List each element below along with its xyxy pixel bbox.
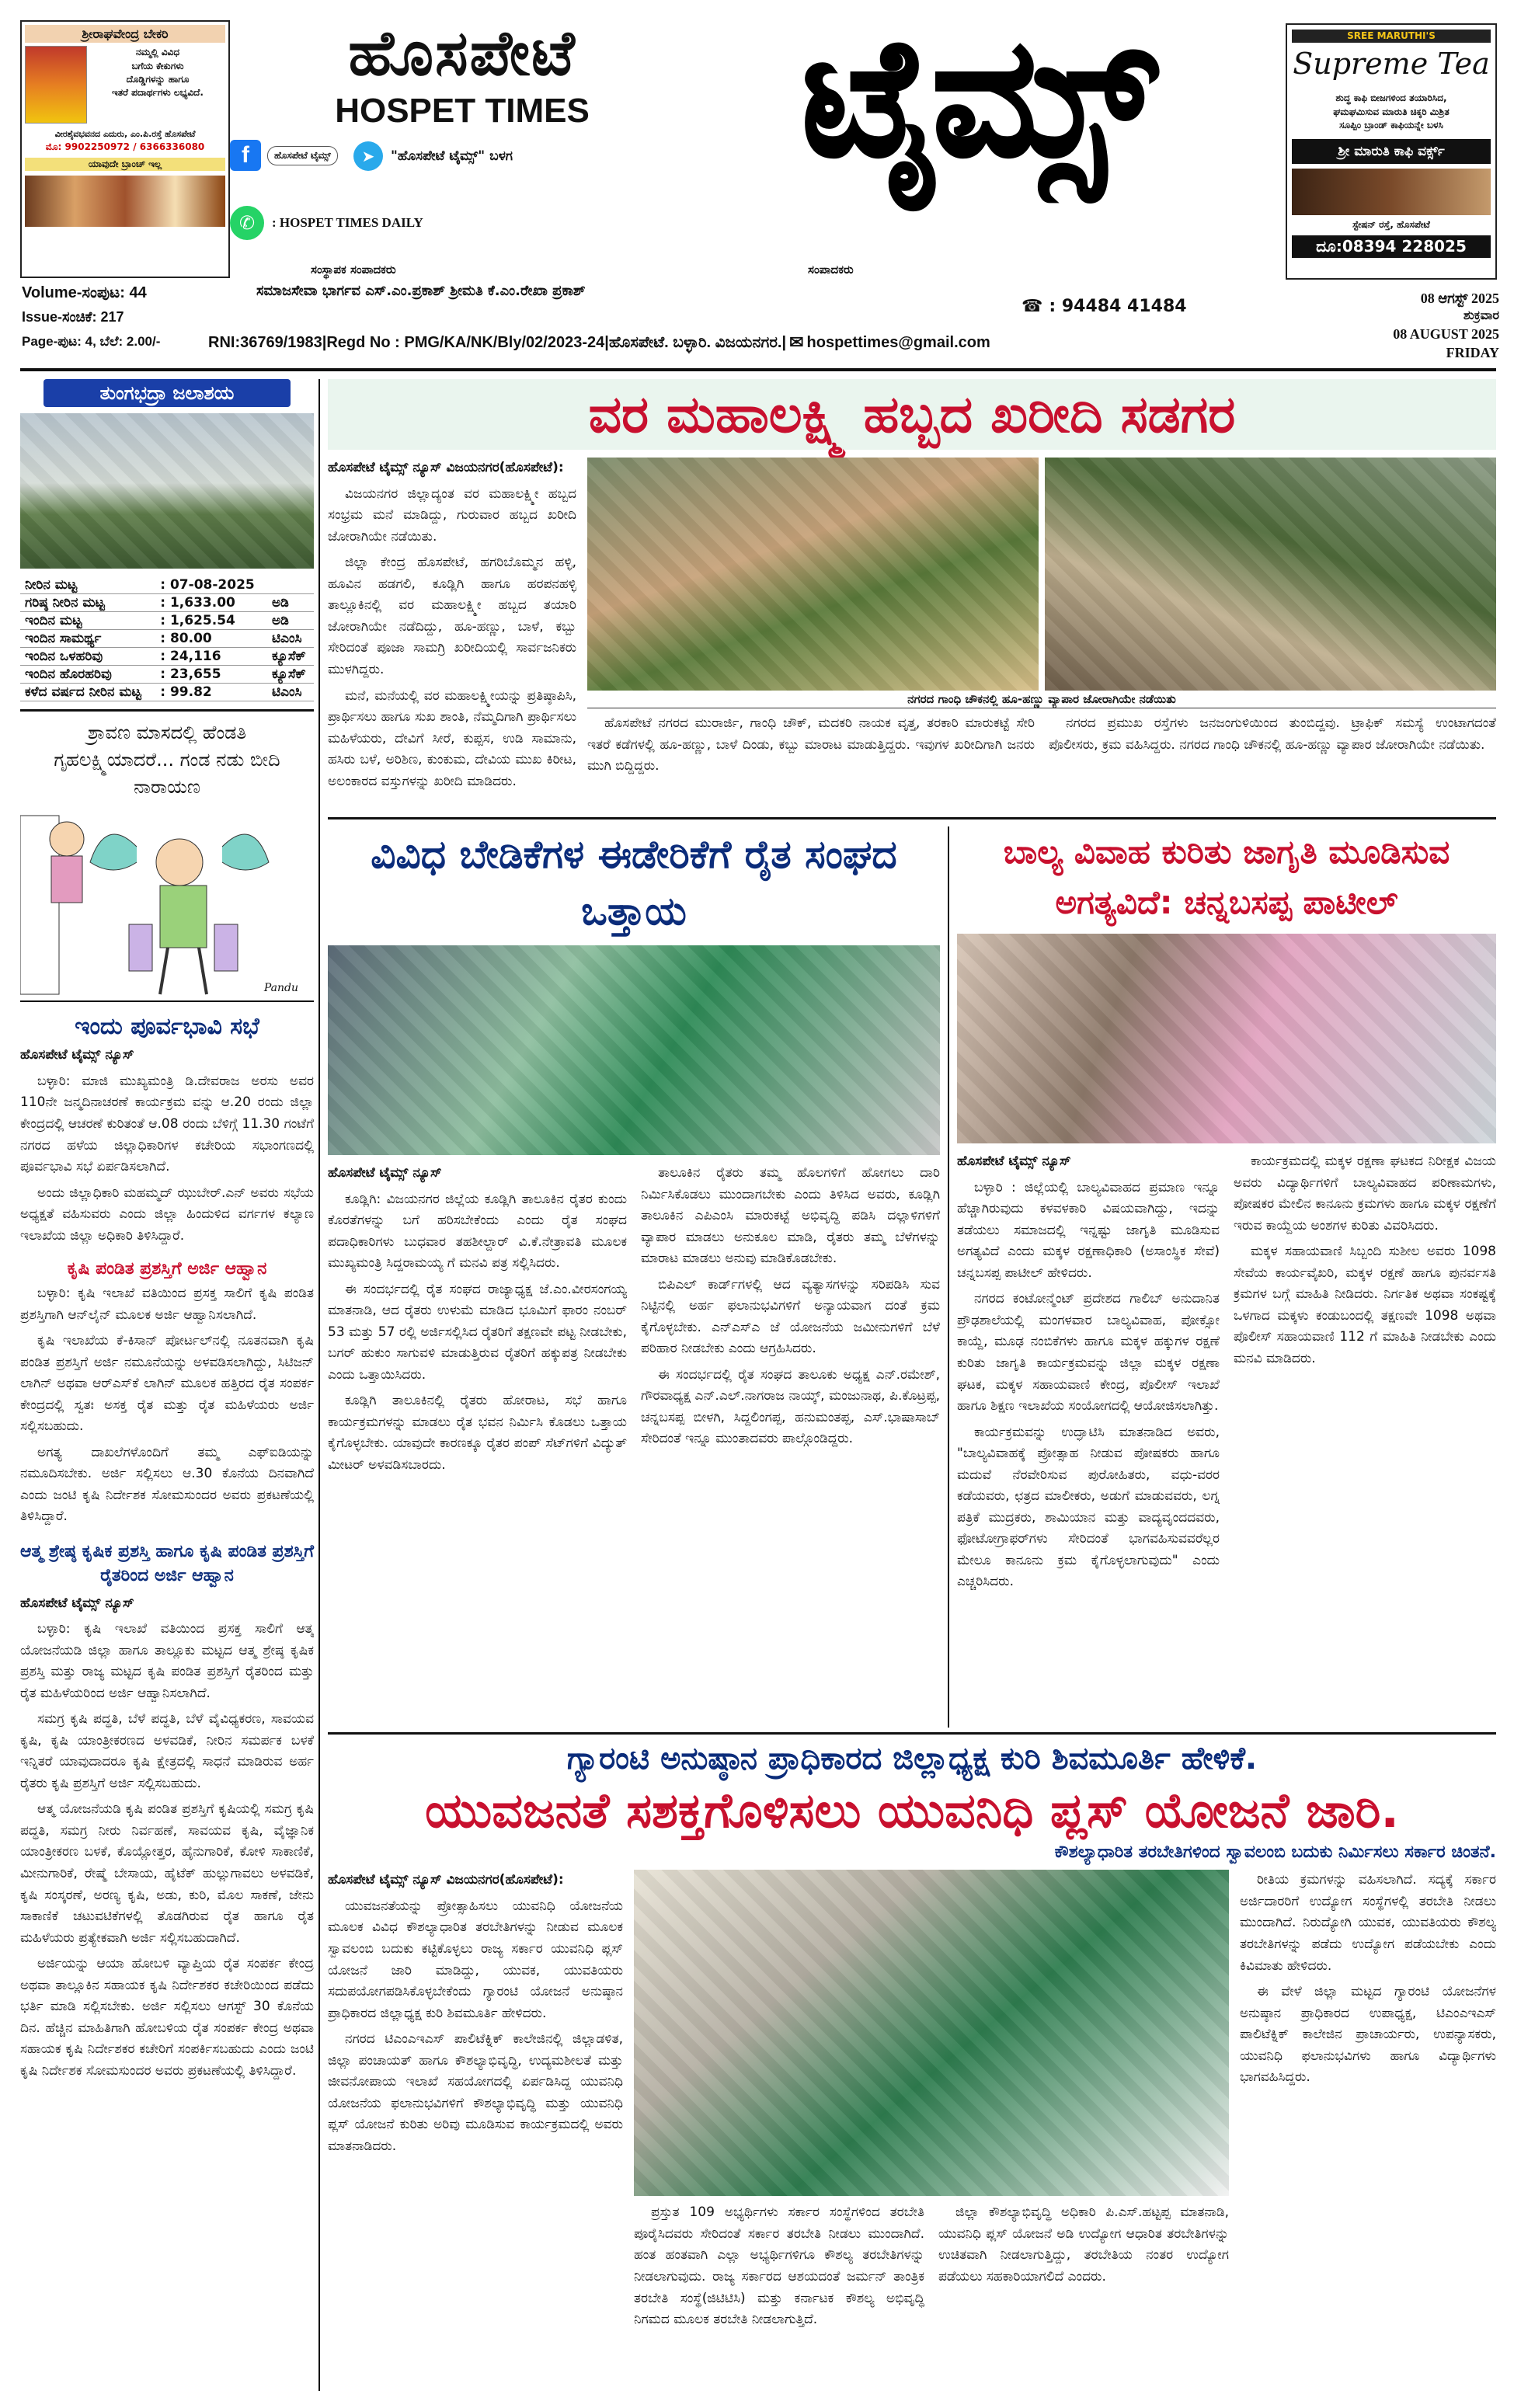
- day-english: FRIDAY: [1446, 345, 1499, 361]
- dam-label: ನೀರಿನ ಮಟ್ಟ: [20, 576, 155, 594]
- story-paragraph: ಅಂದು ಜಿಲ್ಲಾಧಿಕಾರಿ ಮಹಮ್ಮದ್ ಝುಬೇರ್.ಎನ್ ಅವರು ಸಭೆಯ ಅಧ್ಯಕ್ಷತೆ ವಹಿಸುವರು ಎಂದು ಜಿಲ್ಲಾ ಹಿಂದುಳಿದ ವರ್ಗಗಳ ಕಲ್ಯಾಣ ಇಲಾಖೆಯ ಜಿಲ್ಲಾ ಅಧಿಕಾರಿ ತಿಳಿಸಿದ್ದಾರೆ.: [20, 1185, 314, 1244]
- tea-address: ಸ್ಟೇಷನ್ ರಸ್ತೆ, ಹೊಸಪೇಟೆ: [1352, 219, 1430, 231]
- story-atma-headline: ಆತ್ಮ ಶ್ರೇಷ್ಠ ಕೃಷಿಕ ಪ್ರಶಸ್ತಿ ಹಾಗೂ ಕೃಷಿ ಪಂಡಿತ ಪ್ರಶಸ್ತಿಗೆ ರೈತರಿಂದ ಅರ್ಜಿ ಆಹ್ವಾನ: [20, 1542, 314, 1585]
- story-paragraph: ನಗರದ ಕಂಟೋನ್ಮೆಂಟ್ ಪ್ರದೇಶದ ಗಾಲಿಬ್ ಅನುದಾನಿತ ಪ್ರೌಢಶಾಲೆಯಲ್ಲಿ ಮಂಗಳವಾರ ಬಾಲ್ಯವಿವಾಹ, ಪೋಕ್ಸೋ ಕಾಯ್ದೆ, ಮೂಢ ನಂಬಿಕೆಗಳು ಹಾಗೂ ಮಕ್ಕಳ ಹಕ್ಕುಗಳ ರಕ್ಷಣೆ ಕುರಿತು ಜಾಗೃತಿ ಕಾರ್ಯಕ್ರಮವನ್ನು ಜಿಲ್ಲಾ ಮಕ್ಕಳ ರಕ್ಷಣಾ ಘಟಕ, ಮಕ್ಕಳ ಸಹಾಯವಾಣಿ ಕೇಂದ್ರ, ಪೊಲೀಸ್ ಇಲಾಖೆ ಹಾಗೂ ಶಿಕ್ಷಣ ಇಲಾಖೆಯ ಸಂಯೋಗದಲ್ಲಿ ಆಯೋಜಿಸಲಾಗಿತ್ತು.: [957, 1291, 1220, 1415]
- story-paragraph: ಈ ಸಂದರ್ಭದಲ್ಲಿ ರೈತ ಸಂಘದ ರಾಜ್ಯಾಧ್ಯಕ್ಷ ಜೆ.ಎಂ.ವೀರಸಂಗಯ್ಯ ಮಾತನಾಡಿ, ಆದ ರೈತರು ಉಳುಮೆ ಮಾಡಿದ ಭೂಮಿಗೆ ಫಾರಂ ನಂಬರ್ 53 ಮತ್ತು 57 ರಲ್ಲಿ ಅರ್ಜಿಸಲ್ಲಿಸಿದ ರೈತರಿಗೆ ತಕ್ಷಣವೇ ಪಟ್ಟ ನೀಡಬೇಕು, ಬಗರ್ ಹುಕುಂ ಸಾಗುವಳಿ ಮಾಡುತ್ತಿರುವ ರೈತರಿಗೆ ಹಕ್ಕುಪತ್ರ ನೀಡಬೇಕು ಎಂದು ಒತ್ತಾಯಿಸಿದರು.: [328, 1281, 627, 1383]
- dam-unit: ಟಿಎಂಸಿ: [267, 684, 314, 701]
- dam-row: [20, 666, 314, 684]
- market-photo-left: [587, 458, 1039, 691]
- dam-label: ಇಂದಿನ ಒಳಹರಿವು: [20, 648, 155, 666]
- story-paragraph: ನಗರದ ಟಿಎಂಎಇಎಸ್ ಪಾಲಿಟೆಕ್ನಿಕ್ ಕಾಲೇಜಿನಲ್ಲಿ ಜಿಲ್ಲಾಡಳಿತ, ಜಿಲ್ಲಾ ಪಂಚಾಯತ್ ಹಾಗೂ ಕೌಶಲ್ಯಾಭಿವೃದ್ಧಿ, ಉದ್ಯಮಶೀಲತೆ ಮತ್ತು ಜೀವನೋಪಾಯ ಇಲಾಖೆ ಸಹಯೋಗದಲ್ಲಿ ಏರ್ಪಡಿಸಿದ್ದ ಯುವನಿಧಿ ಯೋಜನೆಯ ಫಲಾನುಭವಿಗಳಿಗೆ ಕೌಶಲ್ಯಾಭಿವೃದ್ಧಿ ಮತ್ತು ಯುವನಿಧಿ ಪ್ಲಸ್ ಯೋಜನೆ ಕುರಿತು ಅರಿವು ಮೂಡಿಸುವ ಕಾರ್ಯಕ್ರಮದಲ್ಲಿ ಅವರು ಮಾತನಾಡಿದರು.: [328, 2031, 623, 2154]
- deity-image: [25, 46, 87, 124]
- dam-photo: [20, 413, 314, 569]
- facebook-icon: f: [230, 140, 261, 171]
- childmarriage-headline: ಬಾಲ್ಯ ವಿವಾಹ ಕುರಿತು ಜಾಗೃತಿ ಮೂಡಿಸುವ ಅಗತ್ಯವಿದೆ: ಚನ್ನಬಸಪ್ಪ ಪಾಟೀಲ್: [1003, 833, 1450, 922]
- cake-image: [25, 176, 225, 227]
- childmarriage-photo: [957, 934, 1496, 1143]
- phone-line: [1022, 297, 1187, 316]
- lead-headline: ವರ ಮಹಾಲಕ್ಷ್ಮಿ ಹಬ್ಬದ ಖರೀದಿ ಸಡಗರ: [328, 379, 1496, 450]
- story-paragraph: ಜಿಲ್ಲಾ ಕೌಶಲ್ಯಾಭಿವೃದ್ಧಿ ಅಧಿಕಾರಿ ಪಿ.ಎಸ್.ಹಟ್ಟಪ್ಪ ಮಾತನಾಡಿ, ಯುವನಿಧಿ ಪ್ಲಸ್ ಯೋಜನೆ ಅಡಿ ಉದ್ಯೋಗ ಆಧಾರಿತ ತರಬೇತಿಗಳನ್ನು ಉಚಿತವಾಗಿ ನೀಡಲಾಗುತ್ತಿದ್ದು, ತರಬೇತಿಯ ನಂತರ ಉದ್ಯೋಗ ಪಡೆಯಲು ಸಹಕಾರಿಯಾಗಲಿದೆ ಎಂದರು.: [938, 2204, 1229, 2284]
- tea-brand: Supreme Tea: [1293, 47, 1490, 82]
- dam-value: : 99.82: [155, 684, 267, 701]
- story-paragraph: ಯುವಜನತೆಯನ್ನು ಪ್ರೋತ್ಸಾಹಿಸಲು ಯುವನಿಧಿ ಯೋಜನೆಯ ಮೂಲಕ ವಿವಿಧ ಕೌಶಲ್ಯಾಧಾರಿತ ತರಬೇತಿಗಳನ್ನು ನೀಡುವ ಮೂಲಕ ಸ್ವಾವಲಂಬಿ ಬದುಕು ಕಟ್ಟಿಕೊಳ್ಳಲು ರಾಜ್ಯ ಸರ್ಕಾರ ಯುವನಿಧಿ ಪ್ಲಸ್ ಯೋಜನೆ ಜಾರಿ ಮಾಡಿದ್ದು, ಯುವಕ, ಯುವತಿಯರು ಸದುಪಯೋಗಪಡಿಸಿಕೊಳ್ಳಬೇಕೆಂದು ಗ್ಯಾರಂಟಿ ಯೋಜನೆ ಅನುಷ್ಠಾನ ಪ್ರಾಧಿಕಾರದ ಜಿಲ್ಲಾಧ್ಯಕ್ಷ ಕುರಿ ಶಿವಮೂರ್ತಿ ಹೇಳಿದರು.: [328, 1898, 623, 2021]
- yuvanidhi-headline: ಯುವಜನತೆ ಸಶಕ್ತಗೊಳಿಸಲು ಯುವನಿಧಿ ಪ್ಲಸ್ ಯೋಜನೆ ಜಾರಿ.: [425, 1782, 1399, 1839]
- dam-value: : 80.00: [155, 630, 267, 648]
- reg-text: RNI:36769/1983|Regd No : PMG/KA/NK/Bly/02/2023-24|ಹೊಸಪೇಟೆ. ಬಳ್ಳಾರಿ. ವಿಜಯನಗರ.|: [208, 333, 787, 351]
- tea-image: [1292, 169, 1491, 215]
- telegram-icon: ➤: [353, 141, 383, 171]
- bakery-line: ನಮ್ಮಲ್ಲಿ ವಿವಿಧ: [135, 47, 180, 58]
- whatsapp-label: : HOSPET TIMES DAILY: [272, 215, 423, 230]
- editor-role-left: ಸಂಸ್ಥಾಪಕ ಸಂಪಾದಕರು: [311, 263, 396, 277]
- story-paragraph: ಜಿಲ್ಲಾ ಕೇಂದ್ರ ಹೊಸಪೇಟೆ, ಹಗರಿಬೊಮ್ಮನ ಹಳ್ಳಿ, ಹೂವಿನ ಹಡಗಲಿ, ಕೂಡ್ಲಿಗಿ ಹಾಗೂ ಹರಪನಹಳ್ಳಿ ತಾಲ್ಲೂಕಿನಲ್ಲಿ ವರ ಮಹಾಲಕ್ಷ್ಮೀ ಹಬ್ಬದ ತಯಾರಿ ಜೋರಾಗಿಯೇ ನಡೆದಿದ್ದು, ಹೂ-ಹಣ್ಣು, ಬಾಳೆ, ಕಬ್ಬು ಸೇರಿದಂತೆ ಪೂಜಾ ಸಾಮಗ್ರಿ ಖರೀದಿಯಲ್ಲಿ ಸಾರ್ವಜನಿಕರು ಮುಳಗಿದ್ದರು.: [328, 555, 576, 677]
- lead-rule: [328, 817, 1496, 819]
- story-paragraph: ಅರ್ಜಿಯನ್ನು ಆಯಾ ಹೋಬಳಿ ವ್ಯಾಪ್ತಿಯ ರೈತ ಸಂಪರ್ಕ ಕೇಂದ್ರ ಅಥವಾ ತಾಲ್ಲೂಕಿನ ಸಹಾಯಕ ಕೃಷಿ ನಿರ್ದೇಶಕರ ಕಚೇರಿಯಿಂದ ಪಡೆದು ಭರ್ತಿ ಮಾಡಿ ಸಲ್ಲಿಸಬೇಕು. ಅರ್ಜಿ ಸಲ್ಲಿಸಲು ಆಗಸ್ಟ್ 30 ಕೊನೆಯ ದಿನ. ಹೆಚ್ಚಿನ ಮಾಹಿತಿಗಾಗಿ ಹೋಬಳಿಯ ರೈತ ಸಂಪರ್ಕ ಕೇಂದ್ರ ಅಥವಾ ಸಹಾಯಕ ಕೃಷಿ ನಿರ್ದೇಶಕರ ಕಚೇರಿಗೆ ಸಂಪರ್ಕಿಸಬಹುದು ಎಂದು ಜಂಟಿ ಕೃಷಿ ನಿರ್ದೇಶಕ ಸೋಮಸುಂದರ ಅವರು ಪ್ರಕಟಣೆಯಲ್ಲಿ ತಿಳಿಸಿದ್ದಾರೆ.: [20, 1956, 314, 2079]
- story-paragraph: ಬಳ್ಳಾರಿ: ಮಾಜಿ ಮುಖ್ಯಮಂತ್ರಿ ಡಿ.ದೇವರಾಜ ಅರಸು ಅವರ 110ನೇ ಜನ್ಮದಿನಾಚರಣೆ ಕಾರ್ಯಕ್ರಮ ವನ್ನು ಆ.20 ರಂದು ಜಿಲ್ಲಾ ಕೇಂದ್ರದಲ್ಲಿ ಆಚರಣೆ ಕುರಿತಂತೆ ಆ.08 ರಂದು ಬೆಳಿಗ್ಗೆ 11.30 ಗಂಟೆಗೆ ನಗರದ ಹಳೆಯ ಜಿಲ್ಲಾಧಿಕಾರಿಗಳ ಕಚೇರಿಯ ಸಭಾಂಗಣದಲ್ಲಿ ಪೂರ್ವಭಾವಿ ಸಭೆ ಏರ್ಪಡಿಸಲಾಗಿದೆ.: [20, 1073, 314, 1175]
- farmers-story: [328, 826, 940, 1728]
- tea-phone: ದೂ:08394 228025: [1292, 235, 1491, 258]
- pages: Page-ಪುಟ: 4, ಬೆಲೆ: 2.00/-: [22, 334, 161, 349]
- bakery-line: ದೊಡ್ಡಿಗಳನ್ನು ಹಾಗೂ: [126, 73, 190, 85]
- editor-role-right: ಸಂಪಾದಕರು: [808, 263, 854, 277]
- story-paragraph: ಬಳ್ಳಾರಿ : ಜಿಲ್ಲೆಯಲ್ಲಿ ಬಾಲ್ಯವಿವಾಹದ ಪ್ರಮಾಣ ಇನ್ನೂ ಹೆಚ್ಚಾಗಿರುವುದು ಕಳವಳಕಾರಿ ವಿಷಯವಾಗಿದ್ದು, ಇದನ್ನು ತಡೆಯಲು ಸಮಾಜದಲ್ಲಿ ಇನ್ನಷ್ಟು ಜಾಗೃತಿ ಮೂಡಿಸುವ ಅಗತ್ಯವಿದೆ ಎಂದು ಮಕ್ಕಳ ರಕ್ಷಣಾಧಿಕಾರಿ (ಅಸಾಂಸ್ಥಿಕ ಸೇವೆ) ಚನ್ನಬಸಪ್ಪ ಪಾಟೀಲ್ ಹೇಳಿದರು.: [957, 1179, 1220, 1281]
- dam-label: ಗರಿಷ್ಠ ನೀರಿನ ಮಟ್ಟ: [20, 594, 155, 612]
- tea-shop: ಶ್ರೀ ಮಾರುತಿ ಕಾಫಿ ವರ್ಕ್ಸ್: [1292, 139, 1491, 165]
- yuvanidhi-kicker: ಗ್ಯಾರಂಟಿ ಅನುಷ್ಠಾನ ಪ್ರಾಧಿಕಾರದ ಜಿಲ್ಲಾಧ್ಯಕ್ಷ ಕುರಿ ಶಿವಮೂರ್ತಿ ಹೇಳಿಕೆ.: [566, 1741, 1258, 1776]
- story-paragraph: ಬಳ್ಳಾರಿ: ಕೃಷಿ ಇಲಾಖೆ ವತಿಯಿಂದ ಪ್ರಸಕ್ತ ಸಾಲಿಗೆ ಆತ್ಮ ಯೋಜನೆಯಡಿ ಜಿಲ್ಲಾ ಹಾಗೂ ತಾಲ್ಲೂಕು ಮಟ್ಟದ ಆತ್ಮ ಶ್ರೇಷ್ಠ ಕೃಷಿಕ ಪ್ರಶಸ್ತಿ ಮತ್ತು ರಾಜ್ಯ ಮಟ್ಟದ ಕೃಷಿ ಪಂಡಿತ ಪ್ರಶಸ್ತಿಗೆ ರೈತರಿಂದ ಮತ್ತು ರೈತ ಮಹಿಳೆಯರಿಂದ ಅರ್ಜಿ ಆಹ್ವಾನಿಸಲಾಗಿದೆ.: [20, 1621, 314, 1701]
- whatsapp-icon: ✆: [230, 206, 264, 240]
- date-english: 08 AUGUST 2025: [1393, 325, 1499, 342]
- mid-rule: [328, 1732, 1496, 1735]
- story-byline: ಹೊಸಪೇಟೆ ಟೈಮ್ಸ್ ನ್ಯೂಸ್: [20, 1047, 134, 1063]
- story-paragraph: ಕೂಡ್ಲಿಗಿ: ವಿಜಯನಗರ ಜಿಲ್ಲೆಯ ಕೂಡ್ಲಿಗಿ ತಾಲೂಕಿನ ರೈತರ ಕುಂದು ಕೊರತೆಗಳನ್ನು ಬಗೆ ಹರಿಸಬೇಕೆಂದು ಎಂದು ರೈತ ಸಂಘದ ಪದಾಧಿಕಾರಿಗಳು ಬುಧವಾರ ತಹಶೀಲ್ದಾರ್ ವಿ.ಕೆ.ನೇತ್ರಾವತಿ ಮೂಲಕ ಮುಖ್ಯಮಂತ್ರಿ ಸಿದ್ದರಾಮಯ್ಯ ಗೆ ಮನವಿ ಪತ್ರ ಸಲ್ಲಿಸಿದರು.: [328, 1191, 627, 1272]
- dam-row: [20, 630, 314, 648]
- market-photo-right: [1045, 458, 1496, 691]
- tea-line: ಘಮಘಮಿಸುವ ಮಾರುತಿ ಚಿಕ್ಕರಿ ಮಿಶ್ರಿತ: [1333, 106, 1450, 117]
- story-paragraph: ಬಳ್ಳಾರಿ: ಕೃಷಿ ಇಲಾಖೆ ವತಿಯಿಂದ ಪ್ರಸಕ್ತ ಸಾಲಿಗೆ ಕೃಷಿ ಪಂಡಿತ ಪ್ರಶಸ್ತಿಗಾಗಿ ಆನ್‌ಲೈನ್ ಮೂಲಕ ಅರ್ಜಿ ಆಹ್ವಾನಿಸಲಾಗಿದೆ.: [20, 1286, 314, 1323]
- story-paragraph: ಪ್ರಸ್ತುತ 109 ಅಭ್ಯರ್ಥಿಗಳು ಸರ್ಕಾರ ಸಂಸ್ಥೆಗಳಿಂದ ತರಬೇತಿ ಪೂರೈಸಿದವರು ಸೇರಿದಂತೆ ಸರ್ಕಾರ ತರಬೇತಿ ನೀಡಲು ಮುಂದಾಗಿದೆ. ಹಂತ ಹಂತವಾಗಿ ಎಲ್ಲಾ ಅಭ್ಯರ್ಥಿಗಳಿಗೂ ಕೌಶಲ್ಯ ತರಬೇತಿಗಳನ್ನು ನೀಡಲಾಗುವುದು. ರಾಜ್ಯ ಸರ್ಕಾರದ ಆಶಯದಂತೆ ಜರ್ಮನ್ ತಾಂತ್ರಿಕ ತರಬೇತಿ ಸಂಸ್ಥೆ(ಜಿಟಿಟಿಸಿ) ಮತ್ತು ಕರ್ನಾಟಕ ಕೌಶಲ್ಯ ಅಭಿವೃದ್ಧಿ ನಿಗಮದ ಮೂಲಕ ತರಬೇತಿ ನೀಡಲಾಗುತ್ತಿದೆ.: [634, 2204, 924, 2328]
- dam-value: : 07-08-2025: [155, 576, 267, 594]
- day-kannada: ಶುಕ್ರವಾರ: [1463, 309, 1499, 323]
- mail-icon: ✉: [789, 332, 804, 352]
- yuvanidhi-subhead: ಕೌಶಲ್ಯಾಧಾರಿತ ತರಬೇತಿಗಳಿಂದ ಸ್ವಾವಲಂಬಿ ಬದುಕು ನಿರ್ಮಿಸಲು ಸರ್ಕಾರ ಚಿಂತನೆ.: [1054, 1843, 1496, 1863]
- dam-value: : 23,655: [155, 666, 267, 684]
- issue: Issue-ಸಂಚಿಕೆ: 217: [22, 309, 124, 325]
- dam-value: : 24,116: [155, 648, 267, 666]
- tea-line: ಶುದ್ಧ ಕಾಫಿ ಬೀಜಗಳಿಂದ ತಯಾರಿಸಿದ,: [1335, 92, 1447, 104]
- story-paragraph: ರೀತಿಯ ಕ್ರಮಗಳನ್ನು ವಹಿಸಲಾಗಿದೆ. ಸದ್ಯಕ್ಕೆ ಸರ್ಕಾರ ಅರ್ಜಿದಾರರಿಗೆ ಉದ್ಯೋಗ ಸಂಸ್ಥೆಗಳಲ್ಲಿ ತರಬೇತಿ ನೀಡಲು ಮುಂದಾಗಿದೆ. ನಿರುದ್ಯೋಗಿ ಯುವಕ, ಯುವತಿಯರು ಕೌಶಲ್ಯ ತರಬೇತಿಗಳನ್ನು ಪಡೆದು ಉದ್ಯೋಗ ಪಡೆಯಬೇಕು ಎಂದು ಕಿವಿಮಾತು ಹೇಳಿದರು.: [1240, 1872, 1496, 1974]
- story-paragraph: ಸಮಗ್ರ ಕೃಷಿ ಪದ್ಧತಿ, ಬೆಳೆ ಪದ್ಧತಿ, ಬೆಳೆ ವೈವಿಧ್ಯಕರಣ, ಸಾವಯವ ಕೃಷಿ, ಕೃಷಿ ಯಾಂತ್ರೀಕರಣದ ಅಳವಡಿಕೆ, ನೀರಿನ ಸಮರ್ಪಕ ಬಳಕೆ ಇನ್ನಿತರೆ ಯಾವುದಾದರೂ ಕೃಷಿ ಕ್ಷೇತ್ರದಲ್ಲಿ ಸಾಧನೆ ಮಾಡಿರುವ ಅರ್ಹ ರೈತರು ಕೃಷಿ ಪ್ರಶಸ್ತಿಗೆ ಅರ್ಜಿ ಸಲ್ಲಿಸಬಹುದು.: [20, 1711, 314, 1791]
- date-block: [1367, 289, 1499, 362]
- telegram-label: "ಹೊಸಪೇಟೆ ಟೈಮ್ಸ್" ಬಳಗ: [391, 148, 513, 164]
- dam-unit: ಅಡಿ: [267, 612, 314, 630]
- bakery-address: ವೀರಶೈವಭವನದ ಎದುರು, ಎಂ.ಪಿ.ರಸ್ತೆ ಹೊಸಪೇಟೆ: [54, 129, 196, 140]
- story-paragraph: ಅಗತ್ಯ ದಾಖಲೆಗಳೊಂದಿಗೆ ತಮ್ಮ ಎಫ್‌ಐಡಿಯನ್ನು ನಮೂದಿಸಬೇಕು. ಅರ್ಜಿ ಸಲ್ಲಿಸಲು ಆ.30 ಕೊನೆಯ ದಿನವಾಗಿದೆ ಎಂದು ಜಂಟಿ ಕೃಷಿ ನಿರ್ದೇಶಕ ಸೋಮಸುಂದರ ಅವರು ಪ್ರಕಟಣೆಯಲ್ಲಿ ತಿಳಿಸಿದ್ದಾರೆ.: [20, 1444, 314, 1525]
- masthead-rule: [20, 368, 1496, 371]
- dam-unit: ಅಡಿ: [267, 594, 314, 612]
- dam-label: ಕಳೆದ ವರ್ಷದ ನೀರಿನ ಮಟ್ಟ: [20, 684, 155, 701]
- left-sidebar: [20, 379, 314, 2391]
- story-paragraph: ಈ ಸಂದರ್ಭದಲ್ಲಿ ರೈತ ಸಂಘದ ತಾಲೂಕು ಅಧ್ಯಕ್ಷ ಎನ್.ರಮೇಶ್, ಗೌರವಾಧ್ಯಕ್ಷ ಎನ್.ಎಲ್.ನಾಗರಾಜ ನಾಯ್ಕ್, ಮಂಜುನಾಥ, ಪಿ.ಕೊಟ್ರಪ್ಪ, ಚನ್ನಬಸಪ್ಪ ಬೀಳಗಿ, ಸಿದ್ದಲಿಂಗಪ್ಪ, ಹನುಮಂತಪ್ಪ, ಎಸ್.ಭಾಷಾಸಾಬ್ ಸೇರಿದಂತೆ ಇನ್ನೂ ಮುಂತಾದವರು ಪಾಲ್ಗೊಂಡಿದ್ದರು.: [641, 1366, 940, 1447]
- tea-brand-top: SREE MARUTHI'S: [1292, 30, 1491, 43]
- bakery-line: ಬಗೆಯ ಕೇಕುಗಳು: [131, 60, 184, 71]
- cartoon-drawing: [20, 808, 314, 1002]
- masthead-kannada-small: ಹೊಸಪೇಟೆ: [348, 17, 576, 89]
- story-byline: ಹೊಸಪೇಟೆ ಟೈಮ್ಸ್ ನ್ಯೂಸ್ ವಿಜಯನಗರ(ಹೊಸಪೇಟೆ):: [328, 1872, 564, 1888]
- story-paragraph: ಮನೆ, ಮನೆಯಲ್ಲಿ ವರ ಮಹಾಲಕ್ಷ್ಮೀಯನ್ನು ಪ್ರತಿಷ್ಠಾಪಿಸಿ, ಪ್ರಾರ್ಥಿಸಲು ಹಾಗೂ ಸುಖ ಶಾಂತಿ, ನೆಮ್ಮದಿಗಾಗಿ ಪ್ರಾರ್ಥಿಸಲು ಮಹಿಳೆಯರು, ದೇವಿಗೆ ಸೀರೆ, ಕುಪ್ಪಸ, ಉಡಿ ಸಾಮಾನು, ಹಸಿರು ಬಳೆ, ಅರಿಶಿಣ, ಕುಂಕುಮ, ದೇವಿಯ ಮುಖ ಕಿರೀಟ, ಅಲಂಕಾರದ ವಸ್ತುಗಳನ್ನು ಖರೀದಿ ಮಾಡಿದರು.: [328, 687, 576, 789]
- story-paragraph: ಹೊಸಪೇಟೆ ನಗರದ ಮುರಾರ್ಜಿ, ಗಾಂಧಿ ಚೌಕ್, ಮದಕರಿ ನಾಯಕ ವೃತ್ತ, ತರಕಾರಿ ಮಾರುಕಟ್ಟೆ ಸೇರಿ ಇತರೆ ಕಡೆಗಳಲ್ಲಿ ಹೂ-ಹಣ್ಣು, ಬಾಳೆ ದಿಂಡು, ಕಬ್ಬು ಮಾರಾಟ ಮಾಡುತ್ತಿದ್ದರು. ಇವುಗಳ ಖರೀದಿಗಾಗಿ ಜನರು ಮುಗಿ ಬಿದ್ದಿದ್ದರು.: [587, 715, 1035, 774]
- column-divider: [948, 826, 949, 1728]
- date-kannada: 08 ಆಗಸ್ಟ್ 2025: [1420, 291, 1499, 306]
- story-paragraph: ವಿಜಯನಗರ ಜಿಲ್ಲಾದ್ಯಂತ ವರ ಮಹಾಲಕ್ಷ್ಮೀ ಹಬ್ಬದ ಸಂಭ್ರಮ ಮನೆ ಮಾಡಿದ್ದು, ಗುರುವಾರ ಹಬ್ಬದ ಖರೀದಿ ಜೋರಾಗಿಯೇ ನಡೆಯಿತು.: [328, 485, 576, 545]
- facebook-link[interactable]: [230, 140, 338, 171]
- dam-value: : 1,633.00: [155, 594, 267, 612]
- lead-photo-caption: ನಗರದ ಗಾಂಧಿ ಚೌಕನಲ್ಲಿ ಹೂ-ಹಣ್ಣು ವ್ಯಾಪಾರ ಜೋರಾಗಿಯೇ ನಡೆಯಿತು: [587, 691, 1496, 708]
- dam-value: : 1,625.54: [155, 612, 267, 630]
- story-paragraph: ಆತ್ಮ ಯೋಜನೆಯಡಿ ಕೃಷಿ ಪಂಡಿತ ಪ್ರಶಸ್ತಿಗೆ ಕೃಷಿಯಲ್ಲಿ ಸಮಗ್ರ ಕೃಷಿ ಪದ್ಧತಿ, ಸಮಗ್ರ ನೀರು ನಿರ್ವಹಣೆ, ಸಾವಯವ ಕೃಷಿ, ವೈಜ್ಞಾನಿಕ ಯಾಂತ್ರೀಕರಣ ಬಳಕೆ, ಕೊಯ್ಲೋತ್ತರ, ಹೈನುಗಾರಿಕೆ, ಕೋಳಿ ಸಾಕಾಣಿಕೆ, ಮೀನುಗಾರಿಕೆ, ರೇಷ್ಮೆ ಬೇಸಾಯ, ಹೈಟೆಕ್ ಹುಲ್ಲುಗಾವಲು ಅಳವಡಿಕೆ, ಕೃಷಿ ಸಂಸ್ಕರಣೆ, ಅರಣ್ಯ ಕೃಷಿ, ಅಡು, ಕುರಿ, ಮೊಲ ಸಾಕಣೆ, ಜೇನು ಸಾಕಾಣಿಕೆ ಚಟುವಟಿಕೆಗಳಲ್ಲಿ ತೊಡಗಿರುವ ರೈತ ಹಾಗೂ ರೈತ ಮಹಿಳೆಯರು ಪ್ರತ್ಯೇಕವಾಗಿ ಅರ್ಜಿ ಸಲ್ಲಿಸಬಹುದಾಗಿದೆ.: [20, 1801, 314, 1946]
- story-paragraph: ಬಿಪಿಎಲ್ ಕಾರ್ಡ್‌ಗಳಲ್ಲಿ ಆದ ವ್ಯತ್ಯಾಸಗಳನ್ನು ಸರಿಪಡಿಸಿ ಸುವ ನಿಟ್ಟಿನಲ್ಲಿ ಅರ್ಹ ಫಲಾನುಭವಿಗಳಿಗೆ ಅನ್ಯಾಯವಾಗ ದಂತೆ ಕ್ರಮ ಕೈಗೊಳ್ಳಬೇಕು. ಎನ್‌ಎಸ್‌ಎ ಜೆ ಯೋಜನೆಯ ಜಮೀನುಗಳಿಗೆ ಬೆಳೆ ಪರಿಹಾರ ನೀಡಬೇಕು ಎಂದು ಆಗ್ರಹಿಸಿದರು.: [641, 1276, 940, 1357]
- childmarriage-story: [957, 826, 1496, 1728]
- ad-bakery: [20, 20, 230, 278]
- dam-title: ತುಂಗಭದ್ರಾ ಜಲಾಶಯ: [44, 379, 291, 407]
- bakery-footer: ಯಾವುದೇ ಬ್ರಾಂಚ್ ಇಲ್ಲ: [25, 158, 225, 171]
- phone-icon: ☎: [1022, 297, 1043, 316]
- story-byline: ಹೊಸಪೇಟೆ ಟೈಮ್ಸ್ ನ್ಯೂಸ್: [957, 1154, 1071, 1170]
- dam-label: ಇಂದಿನ ಸಾಮರ್ಥ್ಯ: [20, 630, 155, 648]
- story-paragraph: ಕೂಡ್ಲಿಗಿ ತಾಲೂಕಿನಲ್ಲಿ ರೈತರು ಹೋರಾಟ, ಸಭೆ ಹಾಗೂ ಕಾರ್ಯಕ್ರಮಗಳನ್ನು ಮಾಡಲು ರೈತ ಭವನ ನಿರ್ಮಿಸಿ ಕೊಡಲು ಒತ್ತಾಯ ಕೈಗೊಳ್ಳಬೇಕು. ಯಾವುದೇ ಕಾರಣಕ್ಕೂ ರೈತರ ಪಂಪ್ ಸೆಟ್‌ಗಳಿಗೆ ವಿದ್ಯುತ್ ಮೀಟರ್ ಅಳವಡಿಸಬಾರದು.: [328, 1393, 627, 1473]
- bakery-title: ಶ್ರೀರಾಘವೇಂದ್ರ ಬೇಕರಿ: [25, 25, 225, 43]
- story-paragraph: ಕಾರ್ಯಕ್ರಮವನ್ನು ಉದ್ಘಾಟಿಸಿ ಮಾತನಾಡಿದ ಅವರು, "ಬಾಲ್ಯವಿವಾಹಕ್ಕೆ ಪ್ರೋತ್ಸಾಹ ನೀಡುವ ಪೋಷಕರು ಹಾಗೂ ಮದುವೆ ನೆರವೇರಿಸುವ ಪುರೋಹಿತರು, ವಧು-ವರರ ಕಡೆಯವರು, ಛತ್ರದ ಮಾಲೀಕರು, ಅಡುಗೆ ಮಾಡುವವರು, ಲಗ್ನ ಪತ್ರಿಕೆ ಮುದ್ರಕರು, ಶಾಮಿಯಾನ ಮತ್ತು ವಾದ್ಯವೃಂದದವರು, ಫೋಟೋಗ್ರಾಫರ್‌ಗಳು ಸೇರಿದಂತೆ ಭಾಗವಹಿಸುವವರೆಲ್ಲರ ಮೇಲೂ ಕಾನೂನು ಕ್ರಮ ಕೈಗೊಳ್ಳಲಾಗುವುದು" ಎಂದು ಎಚ್ಚರಿಸಿದರು.: [957, 1424, 1220, 1590]
- dam-unit: ಕ್ಯೂಸೆಕ್: [267, 666, 314, 684]
- facebook-label: ಹೊಸಪೇಟೆ ಟೈಮ್ಸ್: [267, 146, 338, 165]
- sidebar-divider: [318, 379, 320, 2391]
- story-paragraph: ತಾಲೂಕಿನ ರೈತರು ತಮ್ಮ ಹೊಲಗಳಿಗೆ ಹೋಗಲು ದಾರಿ ನಿರ್ಮಿಸಿಕೊಡಲು ಮುಂದಾಗಬೇಕು ಎಂದು ತಿಳಿಸಿದ ಅವರು, ಕೂಡ್ಲಿಗಿ ತಾಲೂಕಿನ ಎಪಿಎಂಸಿ ಮಾರುಕಟ್ಟೆ ಅಭಿವೃದ್ಧಿ ಪಡಿಸಿ ದಲ್ಲಾಳಿಗಳಿಗೆ ವ್ಯಾಪಾರ ಮಾಡಲು ಅನುಕೂಲ ಮಾಡಿ, ರೈತರು ತಮ್ಮ ಬೆಳೆಗಳನ್ನು ಮಾರಾಟ ಮಾಡಲು ಅನುವು ಮಾಡಿಕೊಡಬೇಕು.: [641, 1165, 940, 1267]
- masthead-kannada-big: ಟೈಮ್ಸ್: [802, 2, 1156, 193]
- registration-line: [208, 332, 990, 353]
- dam-label: ಇಂದಿನ ಹೊರಹರಿವು: [20, 666, 155, 684]
- cartoon: [20, 808, 314, 1002]
- telegram-link[interactable]: [353, 141, 513, 171]
- bakery-phone: ಮೊ: 9902250972 / 6366336080: [45, 141, 205, 153]
- story-krishi-headline: ಕೃಷಿ ಪಂಡಿತ ಪ್ರಶಸ್ತಿಗೆ ಅರ್ಜಿ ಆಹ್ವಾನ: [67, 1259, 267, 1279]
- story-paragraph: ಮಕ್ಕಳ ಸಹಾಯವಾಣಿ ಸಿಬ್ಬಂದಿ ಸುಶೀಲ ಅವರು 1098 ಸೇವೆಯ ಕಾರ್ಯವೈಖರಿ, ಮಕ್ಕಳ ರಕ್ಷಣೆ ಹಾಗೂ ಪುನರ್ವಸತಿ ಕ್ರಮಗಳ ಬಗ್ಗೆ ಮಾಹಿತಿ ನೀಡಿದರು. ನಿರ್ಗತಿಕ ಅಥವಾ ಸಂಕಷ್ಟಕ್ಕೆ ಒಳಗಾದ ಮಕ್ಕಳು ಕಂಡುಬಂದಲ್ಲಿ ತಕ್ಷಣವೇ 1098 ಅಥವಾ ಪೊಲೀಸ್ ಸಹಾಯವಾಣಿ 112 ಗೆ ಮಾಹಿತಿ ನೀಡಬೇಕು ಎಂದು ಮನವಿ ಮಾಡಿದರು.: [1234, 1244, 1496, 1366]
- masthead-english: HOSPET TIMES: [335, 92, 590, 130]
- dam-table: [20, 576, 314, 701]
- dam-unit: ಟಿಎಂಸಿ: [267, 630, 314, 648]
- dam-unit: [267, 576, 314, 594]
- dam-label: ಇಂದಿನ ಮಟ್ಟ: [20, 612, 155, 630]
- dam-row: [20, 684, 314, 701]
- volume: Volume-ಸಂಪುಟ: 44: [22, 284, 147, 301]
- yuvanidhi-photo: [634, 1870, 1229, 2196]
- story-paragraph: ನಗರದ ಪ್ರಮುಖ ರಸ್ತೆಗಳು ಜನಜಂಗುಳಿಯಿಂದ ತುಂಬಿದ್ದವು. ಟ್ರಾಫಿಕ್ ಸಮಸ್ಯೆ ಉಂಟಾಗದಂತೆ ಪೊಲೀಸರು, ಕ್ರಮ ವಹಿಸಿದ್ದರು. ನಗರದ ಗಾಂಧಿ ಚೌಕನಲ್ಲಿ ಹೂ-ಹಣ್ಣು ವ್ಯಾಪಾರ ಜೋರಾಗಿಯೇ ನಡೆಯಿತು.: [1049, 715, 1496, 753]
- editor-names: ಸಮಾಜಸೇವಾ ಭಾರ್ಗವ ಎಸ್.ಎಂ.ಪ್ರಕಾಶ್ ಶ್ರೀಮತಿ ಕೆ.ಎಂ.ರೇಖಾ ಪ್ರಕಾಶ್: [256, 283, 586, 299]
- ad-supreme-tea: [1286, 23, 1497, 280]
- whatsapp-link[interactable]: [230, 206, 423, 240]
- story-byline: ಹೊಸಪೇಟೆ ಟೈಮ್ಸ್ ನ್ಯೂಸ್: [328, 1165, 442, 1181]
- story-paragraph: ಕಾರ್ಯಕ್ರಮದಲ್ಲಿ ಮಕ್ಕಳ ರಕ್ಷಣಾ ಘಟಕದ ನಿರೀಕ್ಷಕ ವಿಜಯ ಅವರು ವಿದ್ಯಾರ್ಥಿಗಳಿಗೆ ಬಾಲ್ಯವಿವಾಹದ ಪರಿಣಾಮಗಳು, ಪೋಷಕರ ಮೇಲಿನ ಕಾನೂನು ಕ್ರಮಗಳು ಹಾಗೂ ಮಕ್ಕಳ ರಕ್ಷಣೆಗೆ ಇರುವ ಕಾಯ್ದೆಯ ಅಂಶಗಳ ಕುರಿತು ವಿವರಿಸಿದರು.: [1234, 1154, 1496, 1234]
- story-byline: ಹೊಸಪೇಟೆ ಟೈಮ್ಸ್ ನ್ಯೂಸ್: [20, 1595, 134, 1611]
- cartoonist-signature: Pandu: [263, 982, 298, 995]
- story-paragraph: ಕೃಷಿ ಇಲಾಖೆಯ ಕೆ-ಕಿಸಾನ್ ಪೋರ್ಟಲ್‌ನಲ್ಲಿ ನೂತನವಾಗಿ ಕೃಷಿ ಪಂಡಿತ ಪ್ರಶಸ್ತಿಗೆ ಅರ್ಜಿ ನಮೂನೆಯನ್ನು ಅಳವಡಿಸಲಾಗಿದ್ದು, ಸಿಟಿಜನ್ ಲಾಗಿನ್ ಅಥವಾ ಆರ್‌ಎಸ್‌ಕೆ ಲಾಗಿನ್ ಮೂಲಕ ಹತ್ತಿರದ ರೈತ ಸಂಪರ್ಕ ಕೇಂದ್ರದಲ್ಲಿ ಸ್ವತಃ ಅಸಕ್ತ ರೈತ ಮತ್ತು ರೈತ ಮಹಿಳೆಯರು ಅರ್ಜಿ ಸಲ್ಲಿಸಬಹುದು.: [20, 1333, 314, 1435]
- farmers-headline: ವಿವಿಧ ಬೇಡಿಕೆಗಳ ಈಡೇರಿಕೆಗೆ ರೈತ ಸಂಘದ ಒತ್ತಾಯ: [371, 832, 897, 934]
- dam-unit: ಕ್ಯೂಸೆಕ್: [267, 648, 314, 666]
- farmers-photo: [328, 945, 940, 1155]
- tea-line: ಸೂಪ್ಪಿಂ ಬ್ರಾಂಡ್ ಕಾಫಿಯನ್ನೇ ಬಳಸಿ: [1339, 120, 1443, 131]
- yuvanidhi-story: [328, 1740, 1496, 2392]
- cartoon-caption: ಶ್ರಾವಣ ಮಾಸದಲ್ಲಿ ಹೆಂಡತಿ ಗೃಹಲಕ್ಷ್ಮಿಯಾದರೆ... ಗಂಡ ನಡು ಬೀದಿ ನಾರಾಯಣ: [54, 722, 280, 798]
- dam-row: [20, 594, 314, 612]
- dam-row: [20, 576, 314, 594]
- phone-number: : 94484 41484: [1049, 297, 1187, 316]
- story-byline: ಹೊಸಪೇಟೆ ಟೈಮ್ಸ್ ನ್ಯೂಸ್ ವಿಜಯನಗರ(ಹೊಸಪೇಟೆ):: [328, 460, 564, 476]
- bakery-line: ಇತರೆ ಪದಾರ್ಥಗಳು ಲಭ್ಯವಿದೆ.: [112, 87, 204, 99]
- lead-story: [328, 379, 1496, 814]
- email[interactable]: hospettimes@gmail.com: [806, 333, 990, 351]
- story-prebhavi-headline: ಇಂದು ಪೂರ್ವಭಾವಿ ಸಭೆ: [75, 1013, 259, 1041]
- story-paragraph: ಈ ವೇಳೆ ಜಿಲ್ಲಾ ಮಟ್ಟದ ಗ್ಯಾರಂಟಿ ಯೋಜನೆಗಳ ಅನುಷ್ಠಾನ ಪ್ರಾಧಿಕಾರದ ಉಪಾಧ್ಯಕ್ಷ, ಟಿಎಂಎಇಎಸ್ ಪಾಲಿಟೆಕ್ನಿಕ್ ಕಾಲೇಜಿನ ಪ್ರಾಚಾರ್ಯರು, ಉಪನ್ಯಾಸಕರು, ಯುವನಿಧಿ ಫಲಾನುಭವಿಗಳು ಹಾಗೂ ವಿದ್ಯಾರ್ಥಿಗಳು ಭಾಗವಹಿಸಿದ್ದರು.: [1240, 1984, 1496, 2086]
- dam-row: [20, 648, 314, 666]
- dam-row: [20, 612, 314, 630]
